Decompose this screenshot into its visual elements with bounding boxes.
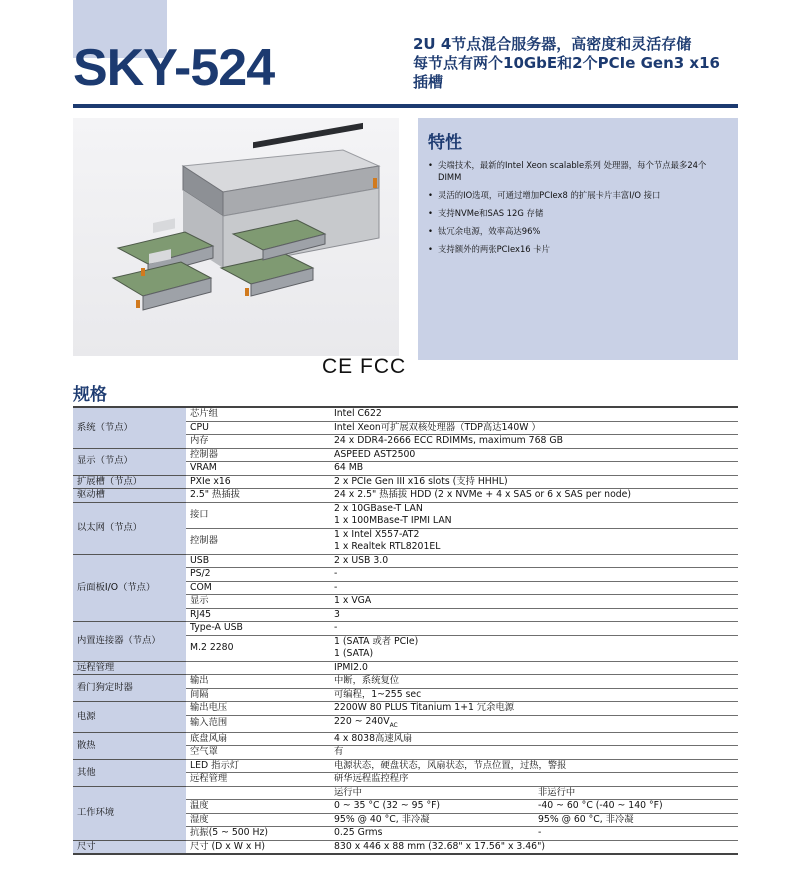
category-dimensions: 尺寸 (73, 840, 186, 854)
operating-header: 运行中 (330, 786, 534, 800)
headline-line-2: 每节点有两个10GbE和2个PCIe Gen3 x16 (413, 54, 720, 72)
features-title: 特性 (428, 133, 462, 153)
table-row (73, 732, 738, 746)
table-row (73, 622, 738, 636)
spec-label: 尺寸 (D x W x H) (186, 840, 330, 854)
category-power: 电源 (73, 702, 186, 733)
spec-value: Intel Xeon可扩展双核处理器（TDP高达140W ） (330, 421, 738, 435)
spec-value: 64 MB (330, 462, 738, 476)
spec-value: 4 x 8038高速风扇 (330, 732, 738, 746)
table-row (73, 475, 738, 489)
spec-label: Type-A USB (186, 622, 330, 636)
spec-label: 控制器 (186, 448, 330, 462)
spec-value: 可编程，1~255 sec (330, 688, 738, 702)
spec-label: 芯片组 (186, 407, 330, 421)
spec-label: USB (186, 554, 330, 568)
spec-label: M.2 2280 (186, 635, 330, 661)
spec-value: 24 x DDR4-2666 ECC RDIMMs, maximum 768 GB (330, 435, 738, 449)
spec-label (186, 786, 330, 800)
table-row (73, 502, 738, 515)
spec-value: - (534, 827, 738, 841)
spec-label: COM (186, 581, 330, 595)
spec-value: -40 ~ 60 °C (-40 ~ 140 °F) (534, 800, 738, 814)
spec-label: CPU (186, 421, 330, 435)
table-row (73, 840, 738, 854)
model-name: SKY-524 (73, 39, 275, 97)
table-row (73, 675, 738, 689)
spec-label: 空气罩 (186, 746, 330, 760)
spec-value: 研华远程监控程序 (330, 773, 738, 787)
spec-value: - (330, 568, 738, 582)
category-environment: 工作环境 (73, 786, 186, 840)
non-operating-header: 非运行中 (534, 786, 738, 800)
spec-label: 输入范围 (186, 715, 330, 732)
spec-label (186, 661, 330, 675)
spec-value: - (330, 622, 738, 636)
spec-value: 2 x PCIe Gen III x16 slots (支持 HHHL) (330, 475, 738, 489)
table-row (73, 554, 738, 568)
spec-value: 1 (SATA 或者 PCIe) (334, 635, 419, 647)
category-system: 系统（节点） (73, 407, 186, 448)
spec-label: 抗振(5 ~ 500 Hz) (186, 827, 330, 841)
specs-title: 规格 (73, 385, 107, 405)
category-other: 其他 (73, 759, 186, 786)
spec-value: 0.25 Grms (330, 827, 534, 841)
spec-value: 电源状态，硬盘状态，风扇状态，节点位置，过热，警报 (330, 759, 738, 773)
feature-item: • 钛冗余电源，效率高达96% (428, 225, 728, 237)
spec-label: 间隔 (186, 688, 330, 702)
category-drive: 驱动槽 (73, 489, 186, 503)
table-row (73, 702, 738, 716)
spec-value: 830 x 446 x 88 mm (32.68" x 17.56" x 3.46") (330, 840, 738, 854)
spec-label: 远程管理 (186, 773, 330, 787)
table-row (73, 448, 738, 462)
spec-label: 接口 (186, 502, 330, 528)
spec-value: 1 x VGA (330, 595, 738, 609)
spec-value: ASPEED AST2500 (330, 448, 738, 462)
feature-item: • 支持NVMe和SAS 12G 存储 (428, 207, 728, 219)
table-row (73, 407, 738, 421)
spec-label: 温度 (186, 800, 330, 814)
spec-value: 24 x 2.5" 热插拔 HDD (2 x NVMe + 4 x SAS or 6 x SAS per node) (330, 489, 738, 503)
ac-subscript: AC (389, 721, 398, 729)
spec-table (73, 406, 738, 855)
spec-value: IPMI2.0 (330, 661, 738, 675)
product-headline (413, 35, 773, 92)
spec-value (330, 715, 738, 732)
headline-line-1: 2U 4节点混合服务器，高密度和灵活存储 (413, 35, 692, 53)
spec-label: 输出电压 (186, 702, 330, 716)
spec-value: 2200W 80 PLUS Titanium 1+1 冗余电源 (330, 702, 738, 716)
category-watchdog: 看门狗定时器 (73, 675, 186, 702)
category-display: 显示（节点） (73, 448, 186, 475)
spec-value: 中断，系统复位 (330, 675, 738, 689)
spec-value: 1 x Realtek RTL8201EL (330, 541, 738, 554)
category-cooling: 散热 (73, 732, 186, 759)
spec-value: 2 x 10GBase-T LAN (334, 502, 423, 514)
spec-label: VRAM (186, 462, 330, 476)
spec-value: 2 x USB 3.0 (330, 554, 738, 568)
table-row (73, 759, 738, 773)
spec-label: 输出 (186, 675, 330, 689)
header-divider (73, 104, 738, 108)
table-row (73, 661, 738, 675)
certification-marks: CE FCC (322, 355, 407, 378)
spec-value: - (330, 581, 738, 595)
spec-value: 1 (SATA) (330, 648, 738, 661)
spec-label: 2.5" 热插拔 (186, 489, 330, 503)
spec-value: 95% @ 60 °C, 非冷凝 (534, 813, 738, 827)
spec-label: PXIe x16 (186, 475, 330, 489)
spec-label: 底盘风扇 (186, 732, 330, 746)
feature-item: • 尖端技术，最新的Intel Xeon scalable系列 处理器，每个节点最多24个DIMM (428, 159, 728, 183)
spec-label: RJ45 (186, 608, 330, 622)
input-range-value: 220 ~ 240V (334, 715, 390, 727)
spec-label: 显示 (186, 595, 330, 609)
spec-value: Intel C622 (330, 407, 738, 421)
product-photo (73, 118, 399, 356)
spec-value: 95% @ 40 °C, 非冷凝 (330, 813, 534, 827)
table-row (73, 489, 738, 503)
server-illustration (73, 118, 399, 356)
spec-label: 湿度 (186, 813, 330, 827)
category-rear-io: 后面板I/O（节点） (73, 554, 186, 622)
spec-value: 有 (330, 746, 738, 760)
category-remote: 远程管理 (73, 661, 186, 675)
spec-label: LED 指示灯 (186, 759, 330, 773)
features-panel (418, 118, 738, 360)
category-ethernet: 以太网（节点） (73, 502, 186, 554)
spec-label: 内存 (186, 435, 330, 449)
headline-line-3: 插槽 (413, 73, 444, 91)
spec-value: 0 ~ 35 °C (32 ~ 95 °F) (330, 800, 534, 814)
feature-item: • 支持额外的两张PCIex16 卡片 (428, 243, 728, 255)
spec-label: PS/2 (186, 568, 330, 582)
features-list (428, 159, 728, 255)
spec-value: 1 x Intel X557-AT2 (334, 528, 420, 540)
category-internal: 内置连接器（节点） (73, 622, 186, 662)
spec-value: 1 x 100MBase-T IPMI LAN (330, 515, 738, 528)
table-row (73, 786, 738, 800)
spec-value: 3 (330, 608, 738, 622)
feature-item: • 灵活的IO选项，可通过增加PCIex8 的扩展卡片丰富I/O 接口 (428, 189, 728, 201)
category-expansion: 扩展槽（节点） (73, 475, 186, 489)
spec-label: 控制器 (186, 528, 330, 554)
